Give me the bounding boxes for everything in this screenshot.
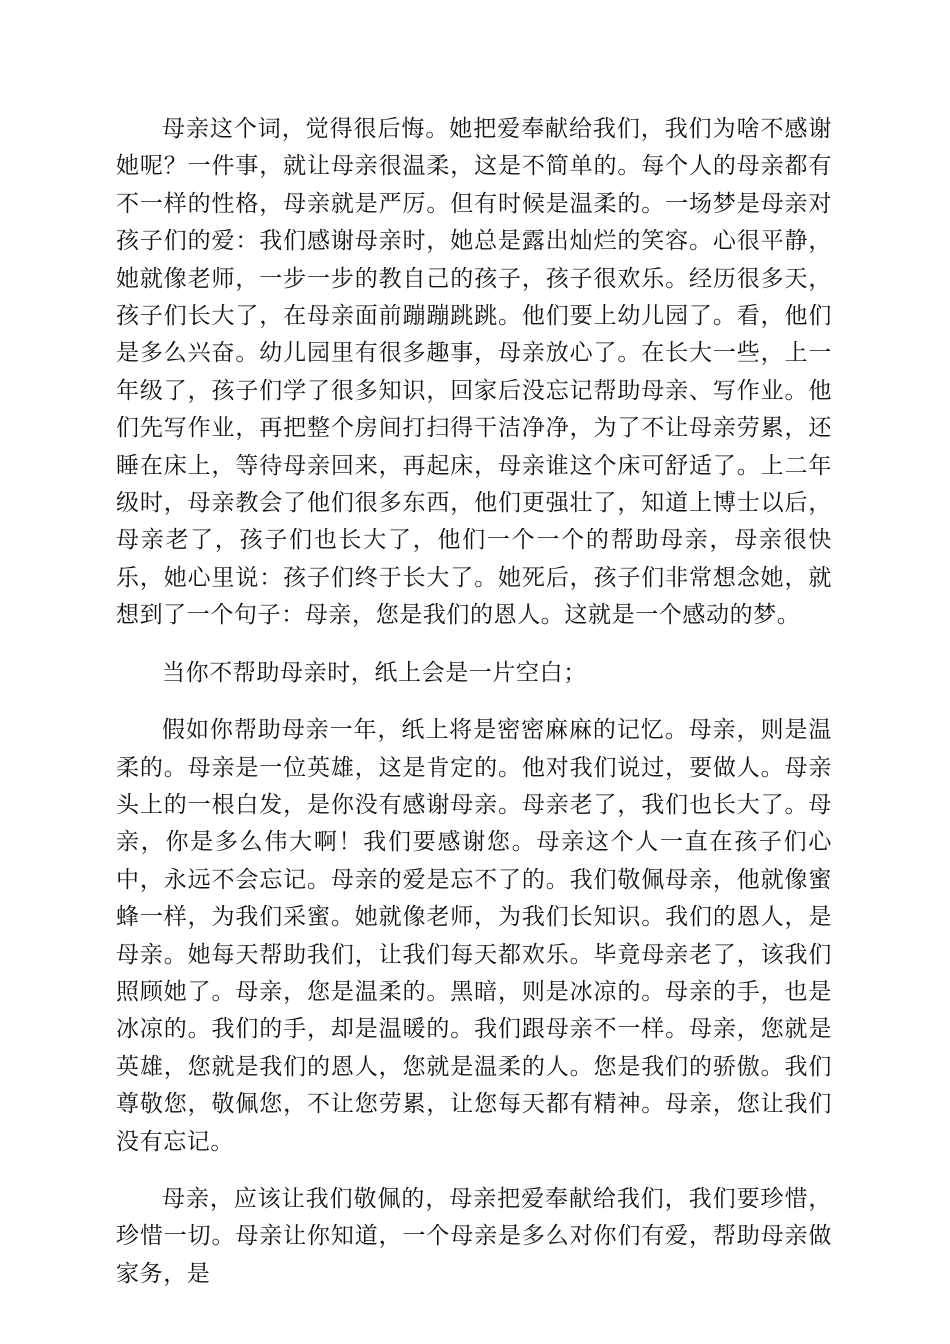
paragraph-4: 母亲，应该让我们敬佩的，母亲把爱奉献给我们，我们要珍惜，珍惜一切。母亲让你知道，一个母亲是多么对你们有爱，帮助母亲做家务，是 [116, 1185, 832, 1287]
paragraph-3: 假如你帮助母亲一年，纸上将是密密麻麻的记忆。母亲，则是温柔的。母亲是一位英雄，这是肯定的。他对我们说过，要做人。母亲头上的一根白发，是你没有感谢母亲。母亲老了，我们也长大了。母亲，你是多么伟大啊！我们要感谢您。母亲这个人一直在孩子们心中，永远不会忘记。母亲的爱是忘不了的。我们敬佩母亲，他就像蜜蜂一样，为我们采蜜。她就像老师，为我们长知识。我们的恩人，是母亲。她每天帮助我们，让我们每天都欢乐。毕竟母亲老了，该我们照顾她了。母亲，您是温柔的。黑暗，则是冰凉的。母亲的手，也是冰凉的。我们的手，却是温暖的。我们跟母亲不一样。母亲，您就是英雄，您就是我们的恩人，您就是温柔的人。您是我们的骄傲。我们尊敬您，敬佩您，不让您劳累，让您每天都有精神。母亲，您让我们没有忘记。 [116, 717, 832, 1155]
paragraph-1: 母亲这个词，觉得很后悔。她把爱奉献给我们，我们为啥不感谢她呢？一件事，就让母亲很温柔，这是不简单的。每个人的母亲都有不一样的性格，母亲就是严厉。但有时候是温柔的。一场梦是母亲对孩子们的爱：我们感谢母亲时，她总是露出灿烂的笑容。心很平静，她就像老师，一步一步的教自己的孩子，孩子很欢乐。经历很多天，孩子们长大了，在母亲面前蹦蹦跳跳。他们要上幼儿园了。看，他们是多么兴奋。幼儿园里有很多趣事，母亲放心了。在长大一些，上一年级了，孩子们学了很多知识，回家后没忘记帮助母亲、写作业。他们先写作业，再把整个房间打扫得干洁净净，为了不让母亲劳累，还睡在床上，等待母亲回来，再起床，母亲谁这个床可舒适了。上二年级时，母亲教会了他们很多东西，他们更强壮了，知道上博士以后，母亲老了，孩子们也长大了，他们一个一个的帮助母亲，母亲很快乐，她心里说：孩子们终于长大了。她死后，孩子们非常想念她，就想到了一个句子：母亲，您是我们的恩人。这就是一个感动的梦。 [116, 116, 832, 629]
document-body [116, 111, 832, 1313]
paragraph-2: 当你不帮助母亲时，纸上会是一片空白； [162, 659, 587, 686]
